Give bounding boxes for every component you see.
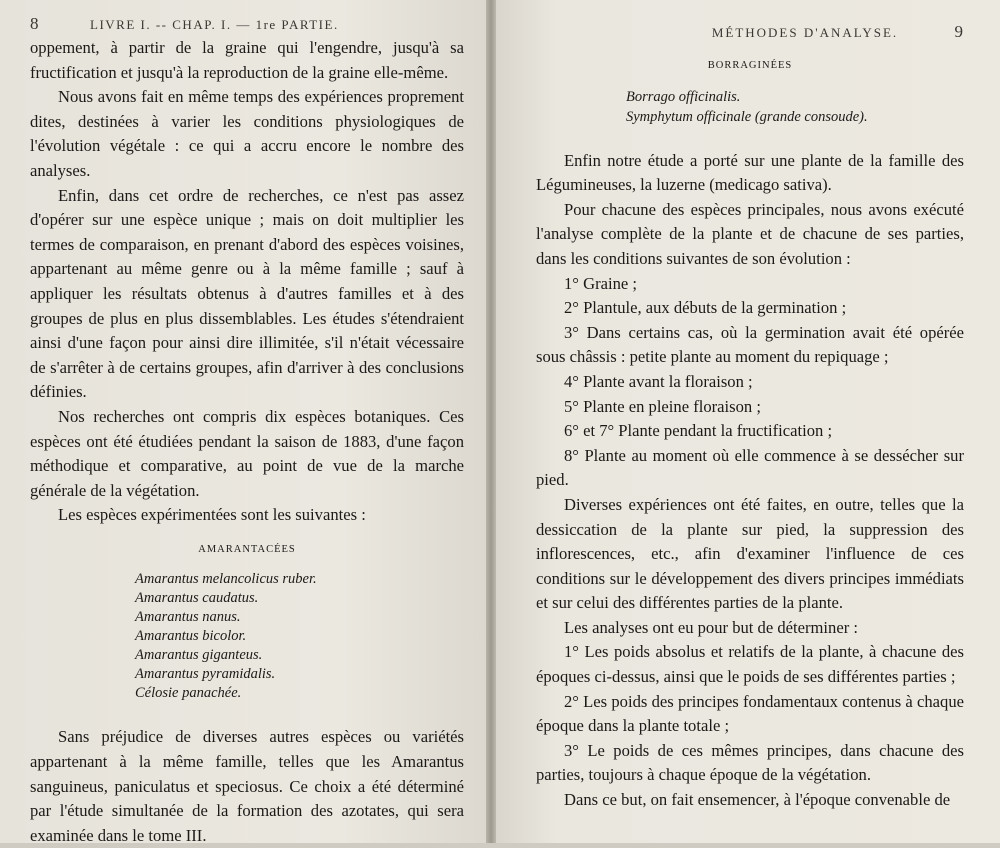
left-running-head bbox=[30, 14, 464, 36]
left-page bbox=[0, 0, 486, 843]
paragraph: Dans ce but, on fait ensemencer, à l'époque convenable de bbox=[564, 790, 951, 810]
species-item: Amarantus giganteus. bbox=[135, 647, 263, 664]
list-item: 3° Dans certains cas, où la germination avait été opérée sous châssis : petite plante au moment du repiquage ; bbox=[536, 322, 964, 367]
right-body bbox=[536, 54, 964, 813]
section-title-amarantacees: AMARANTACÉES bbox=[198, 543, 296, 555]
list-item: 6° et 7° Plante pendant la fructification ; bbox=[564, 421, 833, 441]
list-item: 2° Les poids des principes fondamentaux contenus à chaque époque dans la plante totale ; bbox=[536, 691, 964, 736]
list-item: 3° Le poids de ces mêmes principes, dans chacune des parties, toujours à chaque époque de la végétation. bbox=[536, 740, 964, 785]
paragraph: Sans préjudice de diverses autres espèces ou variétés appartenant à la même famille, telles que les Amarantus sanguineus, paniculatus et speciosus. Ce choix a été déterminé par l'étude simultanée de la formation des azotates, qui sera examinée dans le tome III. bbox=[30, 727, 464, 845]
species-item: Amarantus nanus. bbox=[135, 609, 241, 626]
right-running-title: MÉTHODES D'ANALYSE. bbox=[711, 25, 899, 40]
left-body bbox=[30, 36, 464, 848]
left-page-number: 8 bbox=[30, 14, 40, 33]
paragraph: Les analyses ont eu pour but de déterminer : bbox=[564, 617, 858, 637]
species-item: Amarantus bicolor. bbox=[135, 628, 247, 645]
right-page-number: 9 bbox=[954, 22, 964, 41]
species-item: Célosie panachée. bbox=[135, 685, 242, 702]
list-item: 2° Plantule, aux débuts de la germination ; bbox=[564, 298, 847, 318]
species-list bbox=[30, 570, 464, 703]
paragraph: Pour chacune des espèces principales, nous avons exécuté l'analyse complète de la plante et de chacune de ses parties, dans les conditions suivantes de son évolution : bbox=[536, 199, 964, 268]
paragraph: Diverses expériences ont été faites, en outre, telles que la dessiccation de la plante sur pied, la suppression des inflorescences, etc., afin d'examiner l'influence de ces conditions sur le développement des divers principes immédiats et sur celui des différentes parties de la plante. bbox=[536, 494, 964, 613]
list-item: 1° Graine ; bbox=[564, 273, 637, 293]
right-page bbox=[496, 0, 1000, 843]
species-item: Amarantus melancolicus ruber. bbox=[135, 571, 317, 588]
paragraph: Enfin notre étude a porté sur une plante de la famille des Légumineuses, la luzerne (medicago sativa). bbox=[536, 150, 964, 195]
list-item: 1° Les poids absolus et relatifs de la plante, à chacune des époques ci-dessus, ainsi que le poids de ses différentes parties ; bbox=[536, 642, 964, 687]
species-item: Borrago officinalis. bbox=[626, 88, 741, 105]
list-item: 5° Plante en pleine floraison ; bbox=[564, 396, 761, 416]
paragraph: Les espèces expérimentées sont les suivantes : bbox=[58, 505, 366, 525]
list-item: 8° Plante au moment où elle commence à se dessécher sur pied. bbox=[536, 445, 964, 490]
paragraph: Nous avons fait en même temps des expériences proprement dites, destinées à varier les conditions physiologiques de l'évolution végétale : ce qui a accru encore le nombre des analyses. bbox=[30, 87, 464, 180]
right-running-head bbox=[536, 22, 964, 44]
species-item: Amarantus pyramidalis. bbox=[135, 666, 276, 683]
list-item: 4° Plante avant la floraison ; bbox=[564, 371, 753, 391]
species-item: Symphytum officinale (grande consoude). bbox=[626, 108, 868, 125]
species-item: Amarantus caudatus. bbox=[135, 590, 259, 607]
paragraph: Nos recherches ont compris dix espèces botaniques. Ces espèces ont été étudiées pendant la saison de 1883, d'une façon méthodique et comparative, au point de vue de la marche générale de la végétation. bbox=[30, 406, 464, 500]
left-running-title: LIVRE I. -- CHAP. I. — 1re PARTIE. bbox=[90, 17, 339, 32]
book-gutter bbox=[486, 0, 496, 843]
paragraph: Enfin, dans cet ordre de recherches, ce n'est pas assez d'opérer sur une espèce unique ; mais on doit multiplier les termes de comparaison, en prenant d'abord des espèces voisines, appartenant au même genre ou à la même famille ; sauf à appliquer les résultats obtenus à d'autres familles et à des groupes de plus en plus dissemblables. Les études s'étendraient ainsi d'une façon pour ainsi dire illimitée, s'il n'était vécessaire de s'arrêter à de certains groupes, afin d'arriver à des conclusions définies. bbox=[30, 185, 464, 402]
section-title-borraginees: BORRAGINÉES bbox=[707, 60, 793, 71]
species-list bbox=[536, 87, 964, 127]
paragraph: oppement, à partir de la graine qui l'engendre, jusqu'à sa fructification et jusqu'à la reproduction de la graine elle-même. bbox=[30, 38, 464, 82]
